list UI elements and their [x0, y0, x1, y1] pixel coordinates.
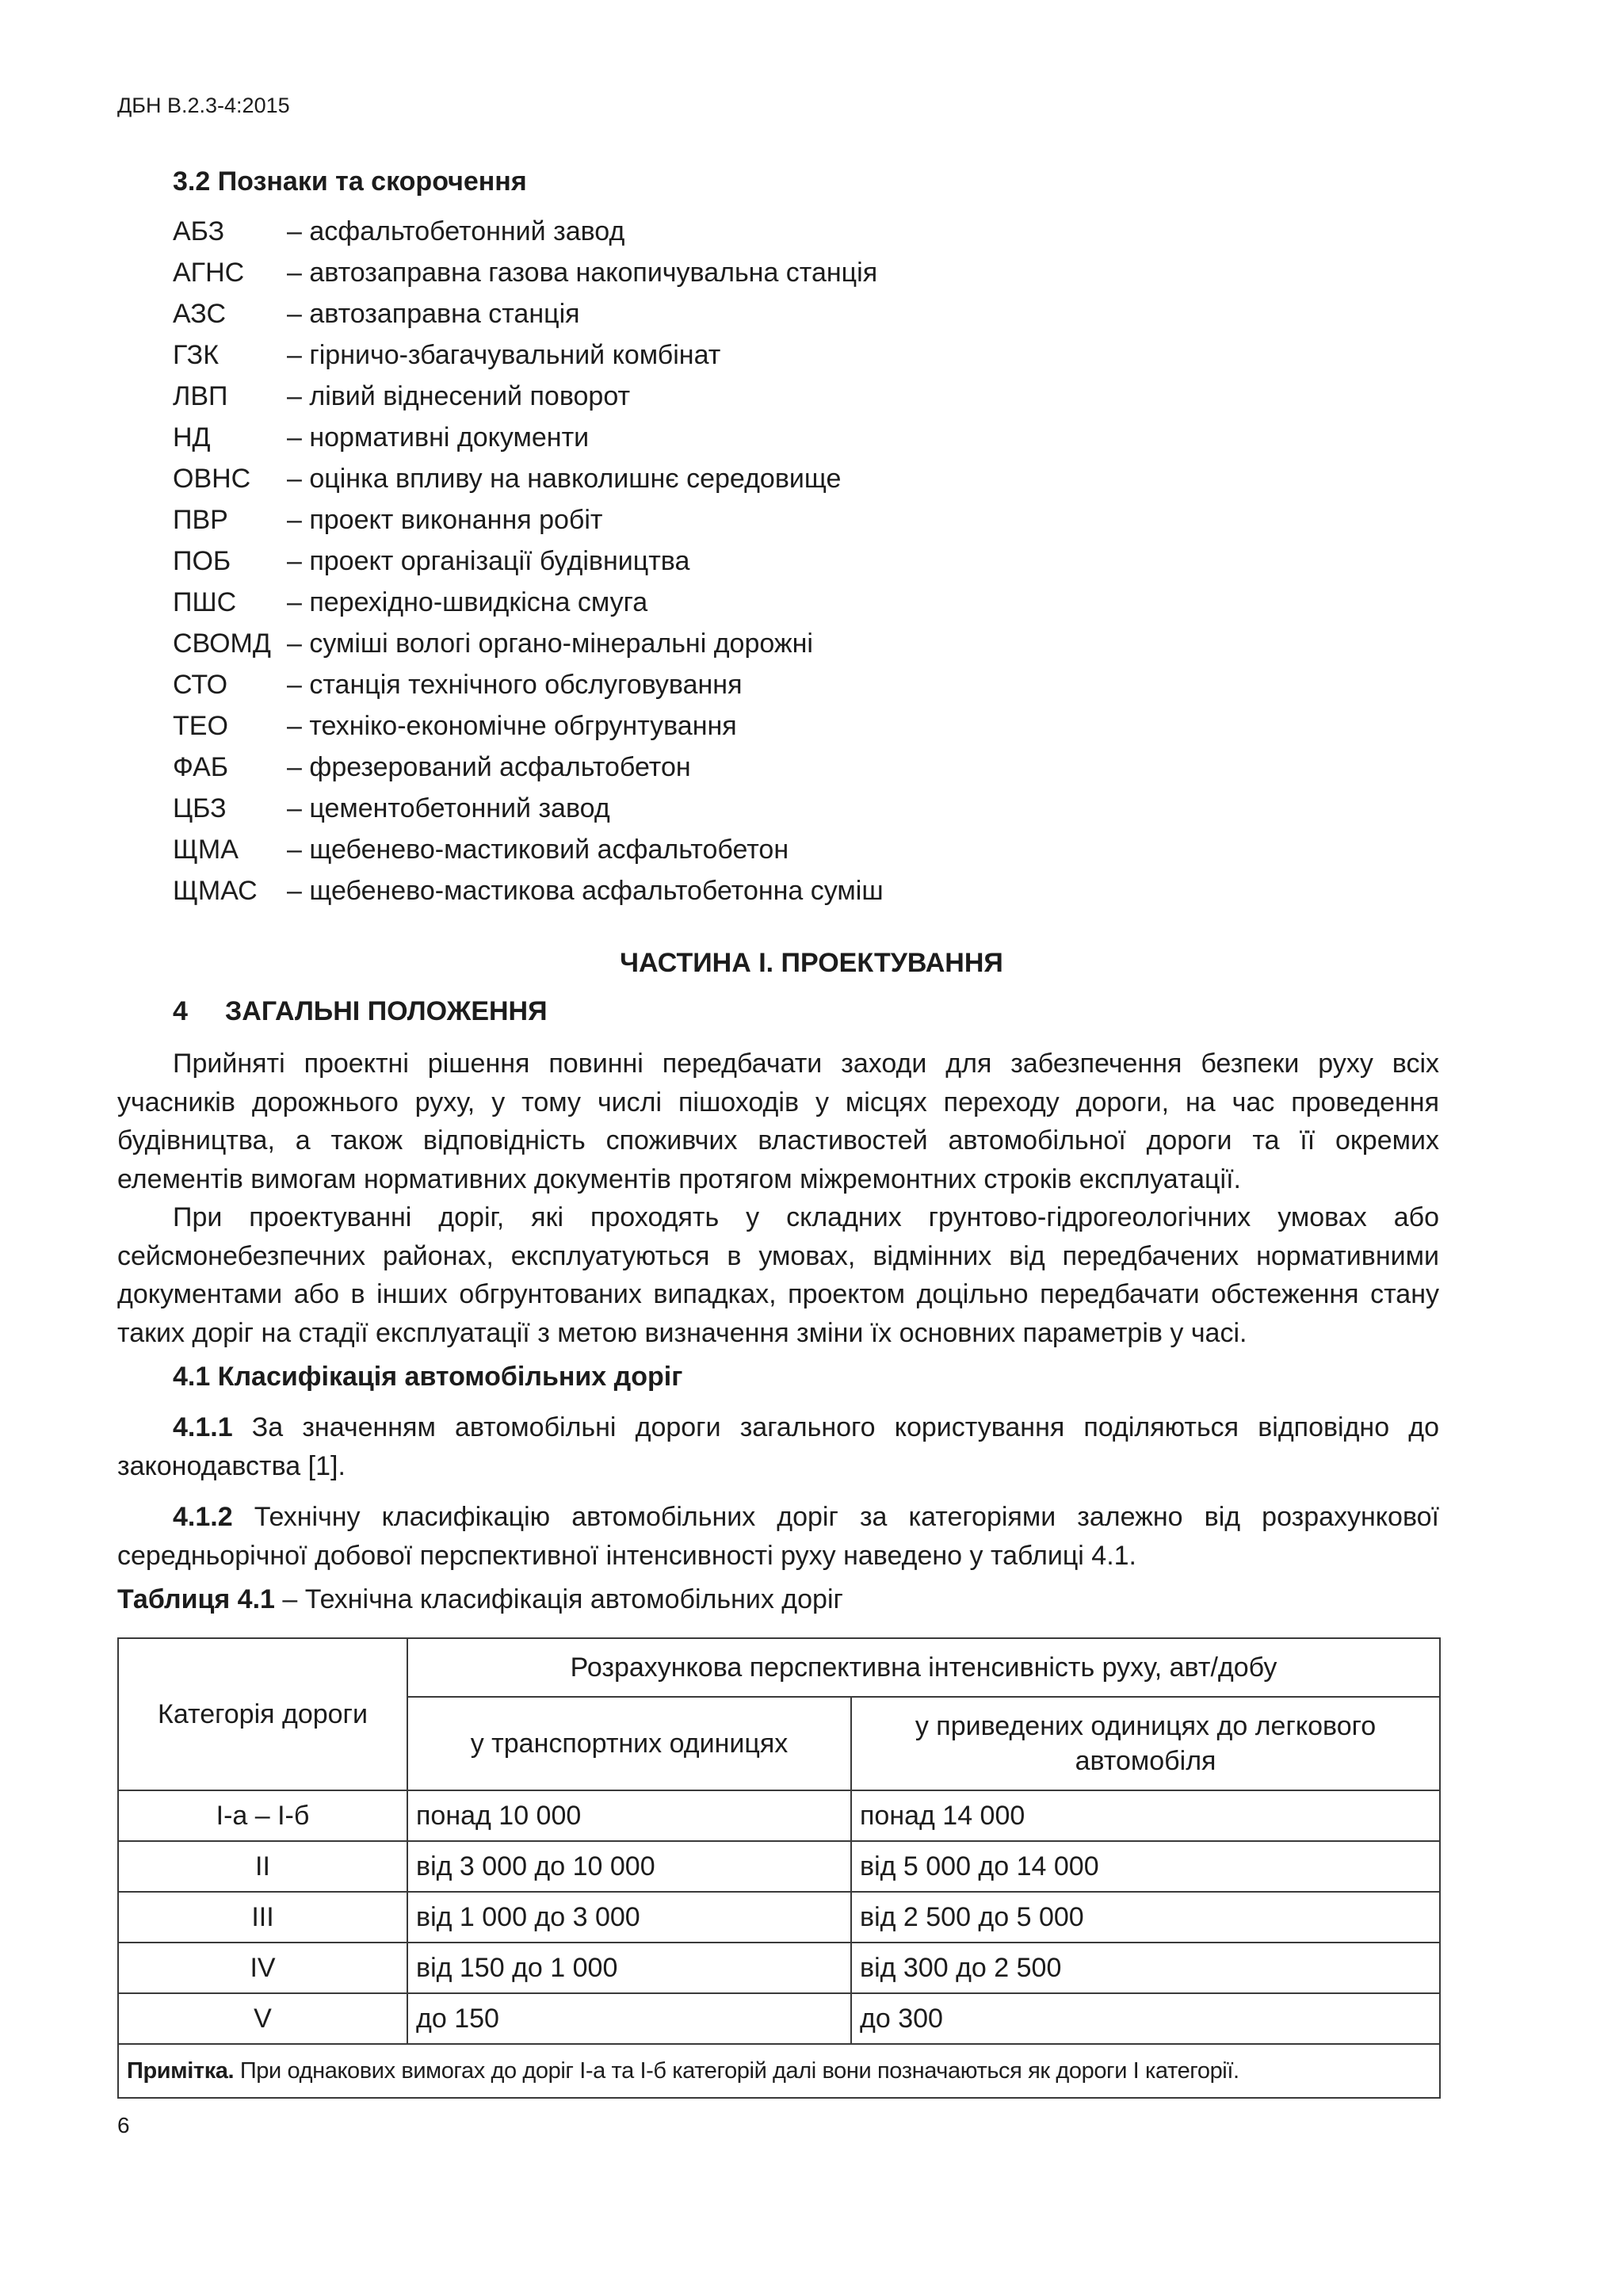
section-heading: [173, 996, 548, 1027]
table-row: [118, 1892, 1440, 1943]
abbreviation-item: [173, 582, 884, 623]
classification-table: [117, 1637, 1441, 2099]
abbreviation-item: [173, 541, 884, 582]
abbreviation-item: [173, 788, 884, 829]
abbreviations-title: 3.2 Познаки та скорочення: [173, 166, 527, 197]
abbreviation-item: [173, 829, 884, 870]
abbreviations-list: [173, 211, 884, 911]
abbreviation-code: ЩМА: [173, 835, 239, 865]
abbreviation-text: – щебенево-мастикова асфальтобетонна суміш: [287, 876, 884, 906]
abbreviation-item: [173, 293, 884, 334]
page-number: 6: [117, 2113, 130, 2137]
body-paragraph: При проектуванні доріг, які проходять у складних грунтово-гідрогеологічних умовах або сейсмонебезпечних районах, експлуатуються в умовах, відмінних від передбачених нормативними документами або в інших обгрунтованих випадках, проектом доцільно передбачати обстеження стану таких доріг на стадії експлуатації з метою визначення зміни їх основних параметрів у часі.: [117, 1202, 1439, 1348]
abbreviation-code: НД: [173, 422, 211, 453]
cell-category: ІІІ: [118, 1892, 407, 1943]
abbreviation-text: – щебенево-мастиковий асфальтобетон: [287, 835, 789, 865]
section-number: 4: [173, 996, 188, 1026]
part-title: ЧАСТИНА І. ПРОЕКТУВАННЯ: [620, 948, 1003, 978]
cell-category: ІІ: [118, 1841, 407, 1892]
abbreviation-code: ЛВП: [173, 381, 228, 411]
cell-reduced: від 5 000 до 14 000: [851, 1841, 1440, 1892]
body-paragraph: Прийняті проектні рішення повинні передбачати заходи для забезпечення безпеки руху всіх учасників дорожнього руху, у тому числі пішоходів у місцях переходу дороги, на час проведення будівництва, а також відповідність споживчих властивостей автомобільної дороги та її окремих елементів вимогам нормативних документів протягом міжремонтних строків експлуатації.: [117, 1049, 1439, 1194]
abbreviation-text: – перехідно-швидкісна смуга: [287, 587, 648, 617]
clause-paragraph: [117, 1498, 1439, 1575]
abbreviation-text: – лівий віднесений поворот: [287, 381, 631, 411]
cell-reduced: від 2 500 до 5 000: [851, 1892, 1440, 1943]
abbreviation-item: [173, 623, 884, 664]
table-row: [118, 1993, 1440, 2044]
abbreviation-text: – оцінка впливу на навколишнє середовище: [287, 464, 842, 494]
table-row: [118, 1943, 1440, 1993]
header-transport-units: у транспортних одиницях: [407, 1697, 851, 1790]
table-row: [118, 1841, 1440, 1892]
abbreviation-text: – нормативні документи: [287, 422, 590, 453]
table-row: [118, 1790, 1440, 1841]
cell-transport: від 150 до 1 000: [407, 1943, 851, 1993]
clause-number: 4.1.2: [173, 1502, 233, 1532]
header-reduced-units: у приведених одиницях до легкового автомобіля: [851, 1697, 1440, 1790]
table-caption-text: – Технічна класифікація автомобільних доріг: [274, 1584, 843, 1614]
abbreviation-code: ГЗК: [173, 340, 220, 370]
abbreviation-text: – проект виконання робіт: [287, 505, 603, 535]
cell-category: IV: [118, 1943, 407, 1993]
abbreviation-code: ФАБ: [173, 752, 229, 782]
cell-reduced: понад 14 000: [851, 1790, 1440, 1841]
abbreviation-item: [173, 417, 884, 458]
abbreviation-item: [173, 705, 884, 747]
table-header-row: [118, 1638, 1440, 1697]
abbreviation-code: ПВР: [173, 505, 228, 535]
cell-category: V: [118, 1993, 407, 2044]
abbreviation-item: [173, 376, 884, 417]
document-code: ДБН В.2.3-4:2015: [117, 94, 290, 117]
abbreviation-text: – гірничо-збагачувальний комбінат: [287, 340, 721, 370]
note-text: При однакових вимогах до доріг І-а та І-б категорій далі вони позначаються як дороги І категорії.: [234, 2057, 1239, 2084]
abbreviation-code: ОВНС: [173, 464, 251, 494]
table-note: [118, 2044, 1440, 2098]
header-intensity: Розрахункова перспективна інтенсивність руху, авт/добу: [407, 1638, 1440, 1697]
cell-transport: від 1 000 до 3 000: [407, 1892, 851, 1943]
note-label: Примітка.: [127, 2057, 235, 2084]
subsection-title: 4.1 Класифікація автомобільних доріг: [173, 1362, 683, 1392]
table-note-row: [118, 2044, 1440, 2098]
abbreviation-item: [173, 870, 884, 911]
table-caption-label: Таблиця 4.1: [117, 1584, 275, 1614]
abbreviation-code: СТО: [173, 670, 228, 700]
cell-transport: понад 10 000: [407, 1790, 851, 1841]
cell-reduced: від 300 до 2 500: [851, 1943, 1440, 1993]
abbreviation-text: – фрезерований асфальтобетон: [287, 752, 691, 782]
abbreviation-text: – техніко-економічне обгрунтування: [287, 711, 737, 741]
abbreviation-code: СВОМД: [173, 628, 271, 659]
table-caption: [117, 1584, 843, 1615]
cell-category: І-а – І-б: [118, 1790, 407, 1841]
abbreviation-code: АГНС: [173, 258, 245, 288]
clause-paragraph: [117, 1408, 1439, 1485]
abbreviation-item: [173, 747, 884, 788]
abbreviation-item: [173, 211, 884, 252]
abbreviation-item: [173, 458, 884, 499]
cell-transport: від 3 000 до 10 000: [407, 1841, 851, 1892]
abbreviation-item: [173, 499, 884, 541]
abbreviation-code: ЩМАС: [173, 876, 258, 906]
abbreviation-code: ПШС: [173, 587, 237, 617]
abbreviation-item: [173, 334, 884, 376]
abbreviation-code: АЗС: [173, 299, 227, 329]
abbreviation-item: [173, 252, 884, 293]
section-title: ЗАГАЛЬНІ ПОЛОЖЕННЯ: [225, 996, 548, 1026]
abbreviation-item: [173, 664, 884, 705]
abbreviation-code: ЦБЗ: [173, 793, 227, 823]
abbreviation-text: – асфальтобетонний завод: [287, 216, 625, 246]
abbreviation-text: – автозаправна станція: [287, 299, 580, 329]
cell-reduced: до 300: [851, 1993, 1440, 2044]
abbreviation-code: АБЗ: [173, 216, 225, 246]
abbreviation-text: – станція технічного обслуговування: [287, 670, 743, 700]
abbreviation-text: – проект організації будівництва: [287, 546, 690, 576]
abbreviation-code: ТЕО: [173, 711, 228, 741]
header-category: Категорія дороги: [118, 1638, 407, 1790]
abbreviation-code: ПОБ: [173, 546, 231, 576]
clause-number: 4.1.1: [173, 1412, 233, 1442]
abbreviation-text: – автозаправна газова накопичувальна станція: [287, 258, 878, 288]
cell-transport: до 150: [407, 1993, 851, 2044]
abbreviation-text: – цементобетонний завод: [287, 793, 610, 823]
abbreviation-text: – суміші вологі органо-мінеральні дорожні: [287, 628, 813, 659]
clause-text: За значенням автомобільні дороги загального користування поділяються відповідно до законодавства [1].: [117, 1412, 1439, 1481]
clause-text: Технічну класифікацію автомобільних доріг за категоріями залежно від розрахункової середньорічної добової перспективної інтенсивності руху наведено у таблиці 4.1.: [117, 1502, 1439, 1571]
